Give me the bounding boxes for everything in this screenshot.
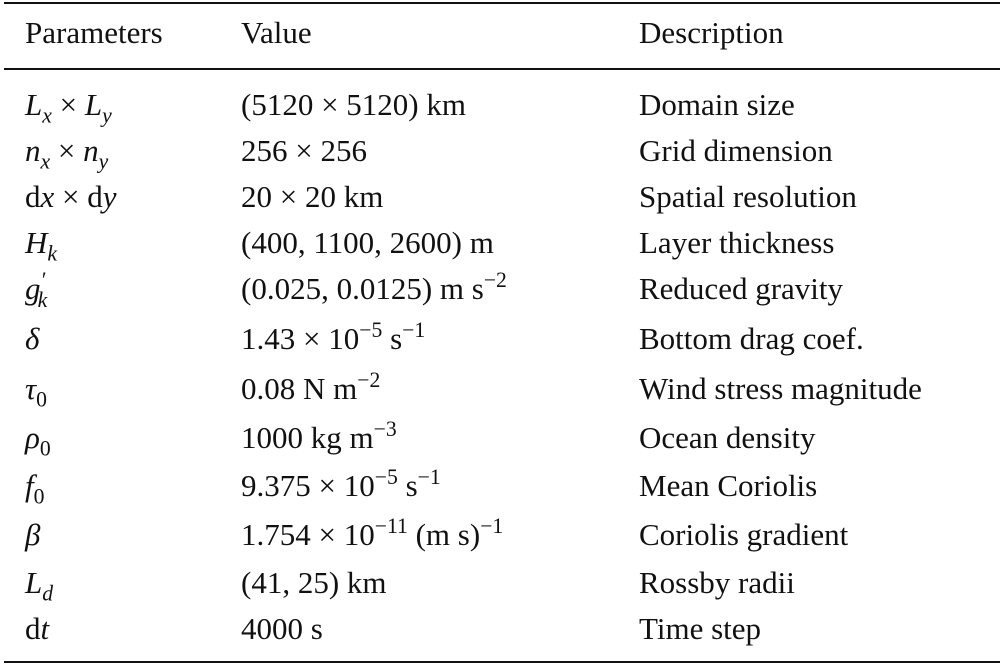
param-value: (41, 25) km (241, 565, 387, 600)
header-value: Value (241, 15, 312, 50)
table-top-rule (4, 2, 1000, 4)
param-value: 1000 kg $m^{-3}$ (241, 417, 397, 455)
param-value: (0.025, 0.0125) m $s^{-2}$ (241, 268, 507, 306)
param-description: Coriolis gradient (639, 517, 849, 552)
param-description: Domain size (639, 87, 795, 122)
param-symbol: $n_x \times n_y$ (25, 133, 109, 174)
param-value: (5120 × 5120) km (241, 87, 466, 122)
param-symbol: $L_x \times L_y$ (25, 87, 112, 128)
param-symbol: $g'_k$ (25, 268, 48, 312)
param-description: Grid dimension (639, 133, 833, 168)
param-value: $1.754 \times 10^{-11}$ (m s)$^{-1}$ (241, 514, 504, 552)
header-parameters: Parameters (25, 15, 163, 50)
param-description: Wind stress magnitude (639, 371, 922, 406)
param-description: Ocean density (639, 420, 816, 455)
param-symbol: dt (25, 611, 50, 646)
header-description: Description (639, 15, 784, 50)
param-symbol: $\rho_0$ (25, 420, 51, 461)
param-description: Reduced gravity (639, 271, 844, 306)
param-description: Time step (639, 611, 762, 646)
param-description: Bottom drag coef. (639, 321, 864, 356)
param-value: 0.08 N $m^{-2}$ (241, 368, 381, 406)
param-value: (400, 1100, 2600) m (241, 225, 494, 260)
table-header-rule (4, 68, 1000, 70)
param-symbol: $f_0$ (25, 468, 45, 509)
table-bottom-rule (4, 661, 1000, 663)
param-value: 20 × 20 km (241, 179, 384, 214)
param-description: Mean Coriolis (639, 468, 818, 503)
param-description: Rossby radii (639, 565, 795, 600)
param-symbol: dx × dy (25, 179, 117, 214)
param-symbol: $\tau_0$ (25, 371, 47, 412)
param-symbol: $L_d$ (25, 565, 54, 606)
param-description: Layer thickness (639, 225, 835, 260)
param-value: 4000 s (241, 611, 323, 646)
param-description: Spatial resolution (639, 179, 857, 214)
param-value: 256 × 256 (241, 133, 367, 168)
param-symbol: δ (25, 321, 40, 356)
param-symbol: β (25, 517, 41, 552)
param-value: $9.375 \times 10^{-5}$ $s^{-1}$ (241, 465, 441, 503)
param-value: $1.43 \times 10^{-5}$ $s^{-1}$ (241, 318, 426, 356)
param-symbol: $H_k$ (25, 225, 58, 266)
